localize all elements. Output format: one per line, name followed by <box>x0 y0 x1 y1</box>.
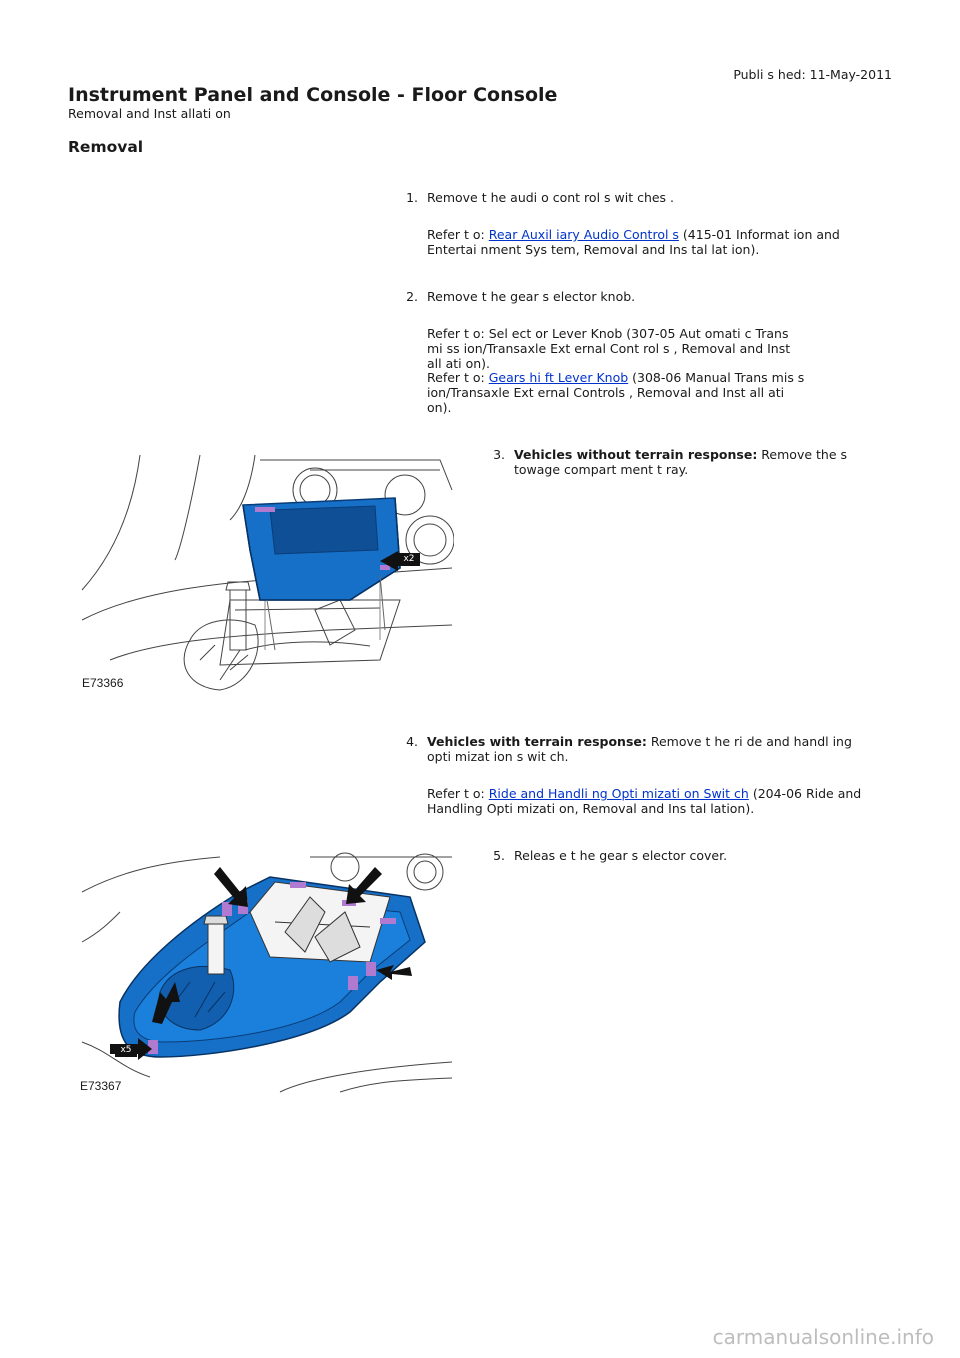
stowage-tray-illustration <box>80 450 454 695</box>
step-text <box>514 447 874 477</box>
step-text: Remove t he audi o cont rol s wit ches . <box>427 190 675 205</box>
step-number: 4. <box>406 734 418 749</box>
step-condition: Vehicles without terrain response: <box>514 447 758 462</box>
step-number: 2. <box>406 289 418 304</box>
page-subtitle: Removal and Inst allati on <box>68 106 231 121</box>
figure-stowage-tray <box>80 450 454 695</box>
reference-link[interactable]: Gears hi ft Lever Knob <box>488 370 629 385</box>
step-reference: Refer t o: Sel ect or Lever Knob (307-05 Aut omati c Trans mi ss ion/Transaxle Ext ernal Cont rol s , Removal and Inst all ati on). <box>427 326 791 371</box>
step-reference <box>427 227 877 257</box>
selector-cover-illustration <box>80 852 454 1097</box>
refer-prefix: Refer t o: <box>427 786 489 801</box>
step-condition: Vehicles with terrain response: <box>427 734 647 749</box>
step-reference <box>427 786 877 816</box>
step-text: Releas e t he gear s elector cover. <box>514 848 728 863</box>
section-heading: Removal <box>68 138 144 156</box>
step-action: Remove t he ri de and handl ing opti mizat ion s wit ch. <box>427 734 852 764</box>
step-reference <box>427 370 807 415</box>
step-number: 3. <box>493 447 505 462</box>
published-date: Publi s hed: 11-May-2011 <box>733 67 892 82</box>
refer-prefix: Refer t o: <box>427 227 489 242</box>
page-title: Instrument Panel and Console - Floor Console <box>68 84 558 106</box>
watermark: carmanualsonline.info <box>712 1325 934 1349</box>
refer-suffix: (204-06 Ride and Handling Opti mizati on, Removal and Ins tal lation). <box>427 786 862 816</box>
callout-badge: x2 <box>398 553 420 566</box>
refer-prefix: Refer t o: <box>427 370 489 385</box>
step-number: 5. <box>493 848 505 863</box>
figure-selector-cover <box>80 852 454 1097</box>
figure-label: E73367 <box>80 1079 122 1093</box>
callout-badge: x5 <box>115 1044 137 1057</box>
reference-link[interactable]: Ride and Handli ng Opti mizati on Swit ch <box>488 786 749 801</box>
refer-suffix: (415-01 Informat ion and Entertai nment Sys tem, Removal and Ins tal lat ion). <box>427 227 840 257</box>
step-action: Remove the s towage compart ment t ray. <box>514 447 848 477</box>
refer-suffix: (308-06 Manual Trans mis s ion/Transaxle Ext ernal Controls , Removal and Inst all ati on). <box>427 370 805 415</box>
step-number: 1. <box>406 190 418 205</box>
step-text <box>427 734 877 764</box>
figure-label: E73366 <box>82 676 124 690</box>
step-text: Remove t he gear s elector knob. <box>427 289 636 304</box>
reference-link[interactable]: Rear Auxil iary Audio Control s <box>488 227 679 242</box>
